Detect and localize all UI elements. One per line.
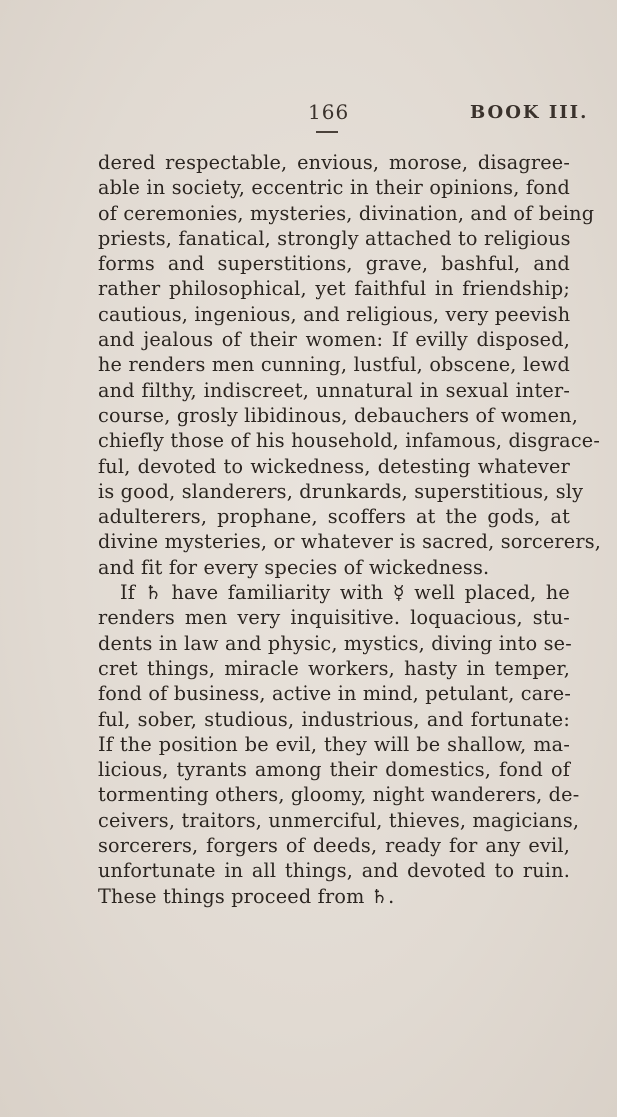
text-line: If the position be evil, they will be shallow, ma- bbox=[98, 732, 570, 756]
text-line: sorcerers, forgers of deeds, ready for any evil, bbox=[98, 834, 570, 858]
text-line: is good, slanderers, drunkards, superstitious, sly bbox=[98, 479, 584, 503]
text-line: rather philosophical, yet faithful in friendship; bbox=[98, 277, 570, 301]
text-line: of ceremonies, mysteries, divination, and of being bbox=[98, 201, 595, 225]
text-line: cautious, ingenious, and religious, very peevish bbox=[98, 302, 571, 326]
text-line: fond of business, active in mind, petulant, care- bbox=[98, 682, 572, 706]
text-line: ful, sober, studious, industrious, and fortunate: bbox=[98, 707, 570, 731]
text-line: course, grosly libidinous, debauchers of women, bbox=[98, 403, 579, 427]
page-header bbox=[0, 100, 617, 130]
body-text bbox=[98, 150, 602, 909]
text-line: able in society, eccentric in their opinions, fond bbox=[98, 176, 570, 200]
header-rule bbox=[316, 131, 338, 133]
text-line: tormenting others, gloomy, night wanderers, de- bbox=[98, 783, 580, 807]
text-line: forms and superstitions, grave, bashful, and bbox=[98, 252, 570, 276]
text-line: and jealous of their women: If evilly disposed, bbox=[98, 328, 570, 352]
text-line: he renders men cunning, lustful, obscene, lewd bbox=[98, 353, 570, 377]
text-line: These things proceed from ♄. bbox=[98, 884, 395, 908]
page-number: 166 bbox=[308, 100, 350, 124]
text-line: divine mysteries, or whatever is sacred, sorcerers, bbox=[98, 530, 602, 554]
text-line: chiefly those of his household, infamous, disgrace- bbox=[98, 429, 601, 453]
text-line: ful, devoted to wickedness, detesting whatever bbox=[98, 454, 570, 478]
text-line: dered respectable, envious, morose, disagree- bbox=[98, 151, 570, 174]
text-line: renders men very inquisitive. loquacious, stu- bbox=[98, 606, 570, 630]
text-line: licious, tyrants among their domestics, fond of bbox=[98, 758, 570, 782]
text-line: unfortunate in all things, and devoted to ruin. bbox=[98, 859, 570, 883]
text-line: adulterers, prophane, scoffers at the gods, at bbox=[98, 505, 570, 529]
text-line: ceivers, traitors, unmerciful, thieves, magicians, bbox=[98, 808, 580, 832]
text-line: priests, fanatical, strongly attached to religious bbox=[98, 226, 571, 250]
running-head: BOOK III. bbox=[470, 102, 589, 123]
paragraph-start-line: If ♄ have familiarity with ☿ well placed, he bbox=[120, 581, 570, 605]
text-line: and fit for every species of wickedness. bbox=[98, 555, 490, 579]
text-line: dents in law and physic, mystics, diving into se- bbox=[98, 631, 572, 655]
text-line: cret things, miracle workers, hasty in temper, bbox=[98, 656, 570, 680]
text-line: and filthy, indiscreet, unnatural in sexual inter- bbox=[98, 378, 570, 402]
